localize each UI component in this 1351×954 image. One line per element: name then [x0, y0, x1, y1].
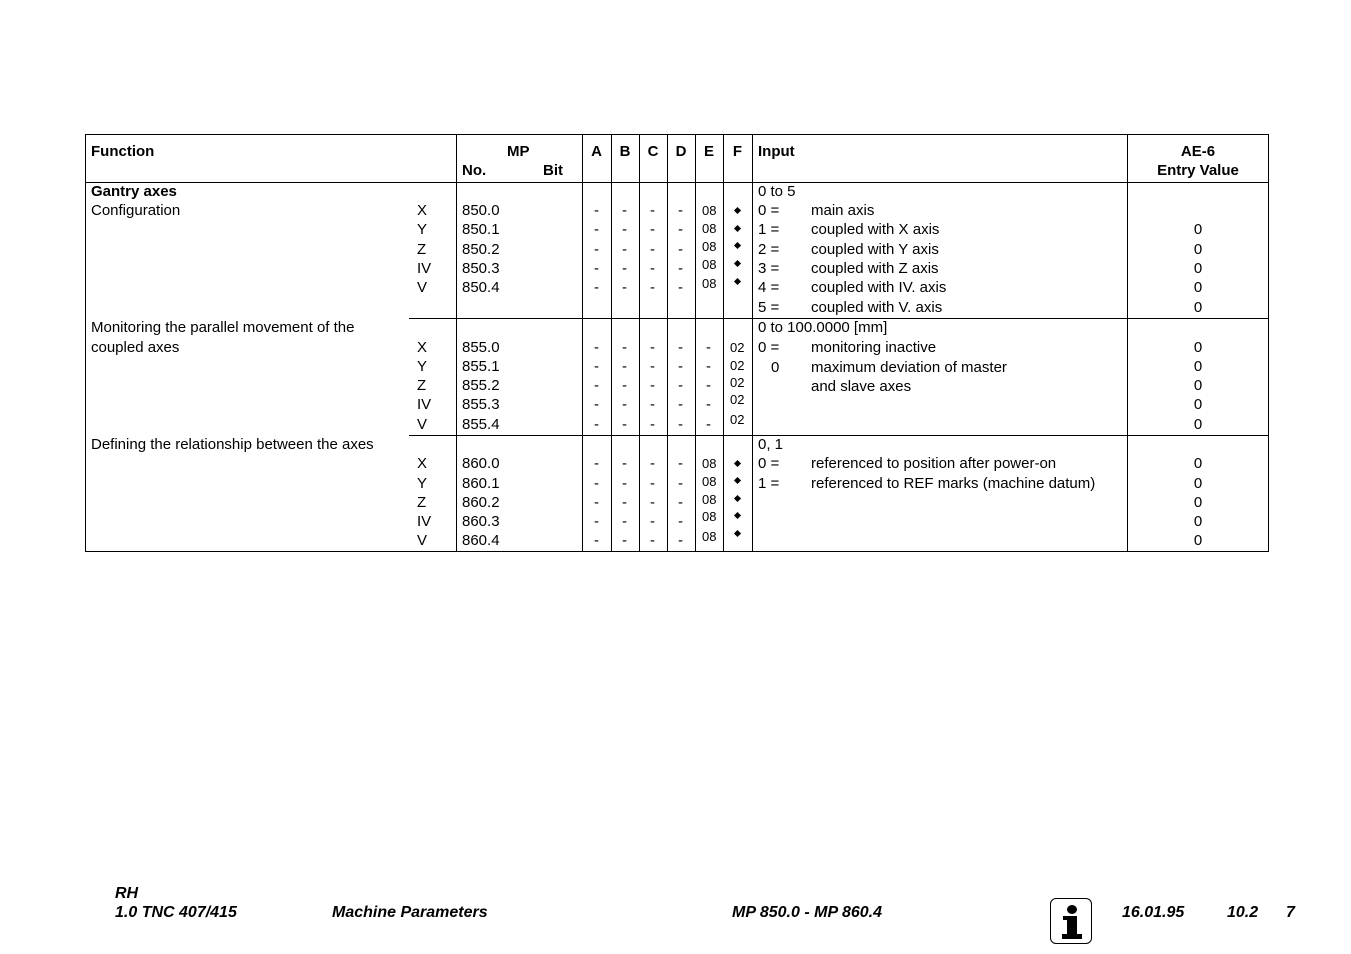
divider [611, 135, 612, 551]
axis-label: V [417, 279, 428, 296]
dash: - [678, 339, 683, 356]
footer-mp-range: MP 850.0 - MP 860.4 [732, 904, 882, 921]
entry-value: 0 [1193, 494, 1203, 511]
dash: - [678, 475, 683, 492]
input-text: coupled with Z axis [811, 260, 939, 277]
e-value: 08 [702, 257, 717, 272]
input-code: 4 = [758, 279, 780, 296]
dash: - [678, 202, 683, 219]
entry-value: 0 [1193, 299, 1203, 316]
dash: - [706, 377, 711, 394]
group-title: Gantry axes [91, 183, 177, 200]
dash: - [706, 339, 711, 356]
group-rule [409, 435, 1268, 436]
header-col-f: F [732, 143, 743, 160]
dash: - [650, 358, 655, 375]
entry-value: 0 [1193, 455, 1203, 472]
e-value: 08 [702, 529, 717, 544]
dash: - [678, 416, 683, 433]
header-col-b: B [619, 143, 631, 160]
mp-number: 860.0 [462, 455, 500, 472]
dash: - [622, 377, 627, 394]
divider [456, 135, 457, 183]
axis-label: Z [417, 494, 427, 511]
dash: - [594, 377, 599, 394]
divider [582, 135, 583, 551]
axis-label: V [417, 416, 428, 433]
f-value: 02 [730, 375, 745, 390]
entry-value: 0 [1193, 416, 1203, 433]
input-range: 0 to 5 [758, 183, 796, 200]
dash: - [594, 202, 599, 219]
footer-version: 1.0 TNC 407/415 [115, 904, 237, 921]
dash: - [594, 339, 599, 356]
footer-page-number: 7 [1286, 904, 1295, 921]
divider [723, 135, 724, 551]
header-entry-value: Entry Value [1157, 162, 1239, 179]
dash: - [622, 396, 627, 413]
entry-value: 0 [1193, 339, 1203, 356]
entry-value: 0 [1193, 260, 1203, 277]
input-code: 1 = [758, 475, 780, 492]
input-code: 5 = [758, 299, 780, 316]
e-value: 08 [702, 509, 717, 524]
entry-value: 0 [1193, 358, 1203, 375]
footer-rh: RH [115, 885, 139, 902]
input-text: maximum deviation of master [811, 359, 1007, 376]
dash: - [678, 513, 683, 530]
axis-label: IV [417, 260, 432, 277]
dash: - [678, 532, 683, 549]
mp-number: 855.0 [462, 339, 500, 356]
divider [456, 435, 457, 552]
header-no: No. [462, 162, 487, 179]
dash: - [706, 358, 711, 375]
input-text: main axis [811, 202, 875, 219]
dash: - [594, 279, 599, 296]
e-value: 08 [702, 203, 717, 218]
input-code: 0 = [758, 455, 780, 472]
dash: - [650, 455, 655, 472]
input-code: 2 = [758, 241, 780, 258]
mp-number: 850.1 [462, 221, 500, 238]
footer-section: Machine Parameters [332, 904, 488, 921]
dash: - [650, 396, 655, 413]
header-mp: MP [507, 143, 530, 160]
dash: - [678, 455, 683, 472]
header-col-d: D [675, 143, 687, 160]
dash: - [622, 260, 627, 277]
dash: - [650, 532, 655, 549]
f-value: 02 [730, 340, 745, 355]
entry-value: 0 [1193, 241, 1203, 258]
input-range: 0 to 100.0000 [mm] [758, 319, 888, 336]
mp-number: 860.1 [462, 475, 500, 492]
entry-value: 0 [1193, 475, 1203, 492]
axis-label: IV [417, 513, 432, 530]
input-code: 0 = [758, 339, 780, 356]
divider [667, 135, 668, 551]
input-text: referenced to position after power-on [811, 455, 1057, 472]
function-label: Defining the relationship between the axes [91, 436, 374, 453]
dash: - [678, 396, 683, 413]
input-text: coupled with IV. axis [811, 279, 947, 296]
function-label: Configuration [91, 202, 181, 219]
header-col-e: E [703, 143, 714, 160]
dash: - [622, 279, 627, 296]
dash: - [650, 475, 655, 492]
dash: - [706, 416, 711, 433]
dash: - [678, 221, 683, 238]
dash: - [650, 513, 655, 530]
entry-value: 0 [1193, 221, 1203, 238]
input-code: 3 = [758, 260, 780, 277]
mp-number: 850.0 [462, 202, 500, 219]
dash: - [594, 475, 599, 492]
f-value: 02 [730, 392, 745, 407]
dash: - [622, 416, 627, 433]
dash: - [622, 339, 627, 356]
e-value: 08 [702, 474, 717, 489]
dash: - [594, 241, 599, 258]
input-range: 0, 1 [758, 436, 784, 453]
axis-label: IV [417, 396, 432, 413]
header-bit: Bit [543, 162, 563, 179]
mp-number: 855.1 [462, 358, 500, 375]
dash: - [678, 494, 683, 511]
entry-value: 0 [1193, 513, 1203, 530]
e-value: 08 [702, 239, 717, 254]
axis-label: Y [417, 358, 428, 375]
input-text: coupled with Y axis [811, 241, 939, 258]
dash: - [650, 279, 655, 296]
entry-value: 0 [1193, 396, 1203, 413]
dash: - [594, 532, 599, 549]
header-ae6: AE-6 [1180, 143, 1216, 160]
dash: - [622, 202, 627, 219]
input-text: monitoring inactive [811, 339, 937, 356]
e-value: 08 [702, 276, 717, 291]
e-value: 08 [702, 456, 717, 471]
mp-number: 850.2 [462, 241, 500, 258]
mp-number: 855.3 [462, 396, 500, 413]
dash: - [678, 279, 683, 296]
divider [695, 135, 696, 551]
divider [752, 135, 753, 551]
header-col-a: A [591, 143, 602, 160]
e-value: 08 [702, 221, 717, 236]
divider [639, 135, 640, 551]
footer-chapter: 10.2 [1227, 904, 1259, 921]
info-icon [1050, 898, 1092, 944]
mp-number: 850.3 [462, 260, 500, 277]
input-code: 0 [771, 359, 780, 376]
axis-label: X [417, 339, 428, 356]
dash: - [594, 260, 599, 277]
axis-label: Z [417, 377, 427, 394]
dash: - [622, 455, 627, 472]
dash: - [594, 396, 599, 413]
dash: - [650, 202, 655, 219]
f-value: 02 [730, 412, 745, 427]
mp-number: 860.2 [462, 494, 500, 511]
dash: - [622, 241, 627, 258]
dash: - [594, 221, 599, 238]
dash: - [622, 494, 627, 511]
dash: - [650, 416, 655, 433]
dash: - [650, 339, 655, 356]
mp-number: 855.2 [462, 377, 500, 394]
f-value: 02 [730, 358, 745, 373]
dash: - [650, 221, 655, 238]
axis-label: Y [417, 221, 428, 238]
axis-label: Z [417, 241, 427, 258]
divider [456, 318, 457, 435]
axis-label: V [417, 532, 428, 549]
dash: - [678, 358, 683, 375]
dash: - [706, 396, 711, 413]
dash: - [650, 494, 655, 511]
dash: - [678, 241, 683, 258]
dash: - [622, 513, 627, 530]
dash: - [594, 416, 599, 433]
entry-value: 0 [1193, 377, 1203, 394]
dash: - [594, 455, 599, 472]
dash: - [650, 377, 655, 394]
dash: - [594, 358, 599, 375]
dash: - [622, 532, 627, 549]
dash: - [622, 221, 627, 238]
dash: - [594, 494, 599, 511]
function-label: Monitoring the parallel movement of the [91, 319, 355, 336]
mp-number: 860.3 [462, 513, 500, 530]
dash: - [650, 241, 655, 258]
footer-date: 16.01.95 [1122, 904, 1185, 921]
header-input: Input [758, 143, 795, 160]
axis-label: Y [417, 475, 428, 492]
input-text: and slave axes [811, 378, 912, 395]
axis-label: X [417, 455, 428, 472]
header-col-c: C [647, 143, 659, 160]
entry-value: 0 [1193, 532, 1203, 549]
input-code: 0 = [758, 202, 780, 219]
input-text: referenced to REF marks (machine datum) [811, 475, 1096, 492]
header-rule [86, 182, 1268, 183]
axis-label: X [417, 202, 428, 219]
input-code: 1 = [758, 221, 780, 238]
dash: - [594, 513, 599, 530]
dash: - [650, 260, 655, 277]
mp-number: 850.4 [462, 279, 500, 296]
dash: - [622, 358, 627, 375]
header-function: Function [91, 143, 155, 160]
e-value: 08 [702, 492, 717, 507]
dash: - [678, 260, 683, 277]
dash: - [622, 475, 627, 492]
function-label: coupled axes [91, 339, 180, 356]
entry-value: 0 [1193, 279, 1203, 296]
mp-number: 855.4 [462, 416, 500, 433]
mp-number: 860.4 [462, 532, 500, 549]
dash: - [678, 377, 683, 394]
input-text: coupled with V. axis [811, 299, 943, 316]
divider [456, 183, 457, 318]
input-text: coupled with X axis [811, 221, 940, 238]
